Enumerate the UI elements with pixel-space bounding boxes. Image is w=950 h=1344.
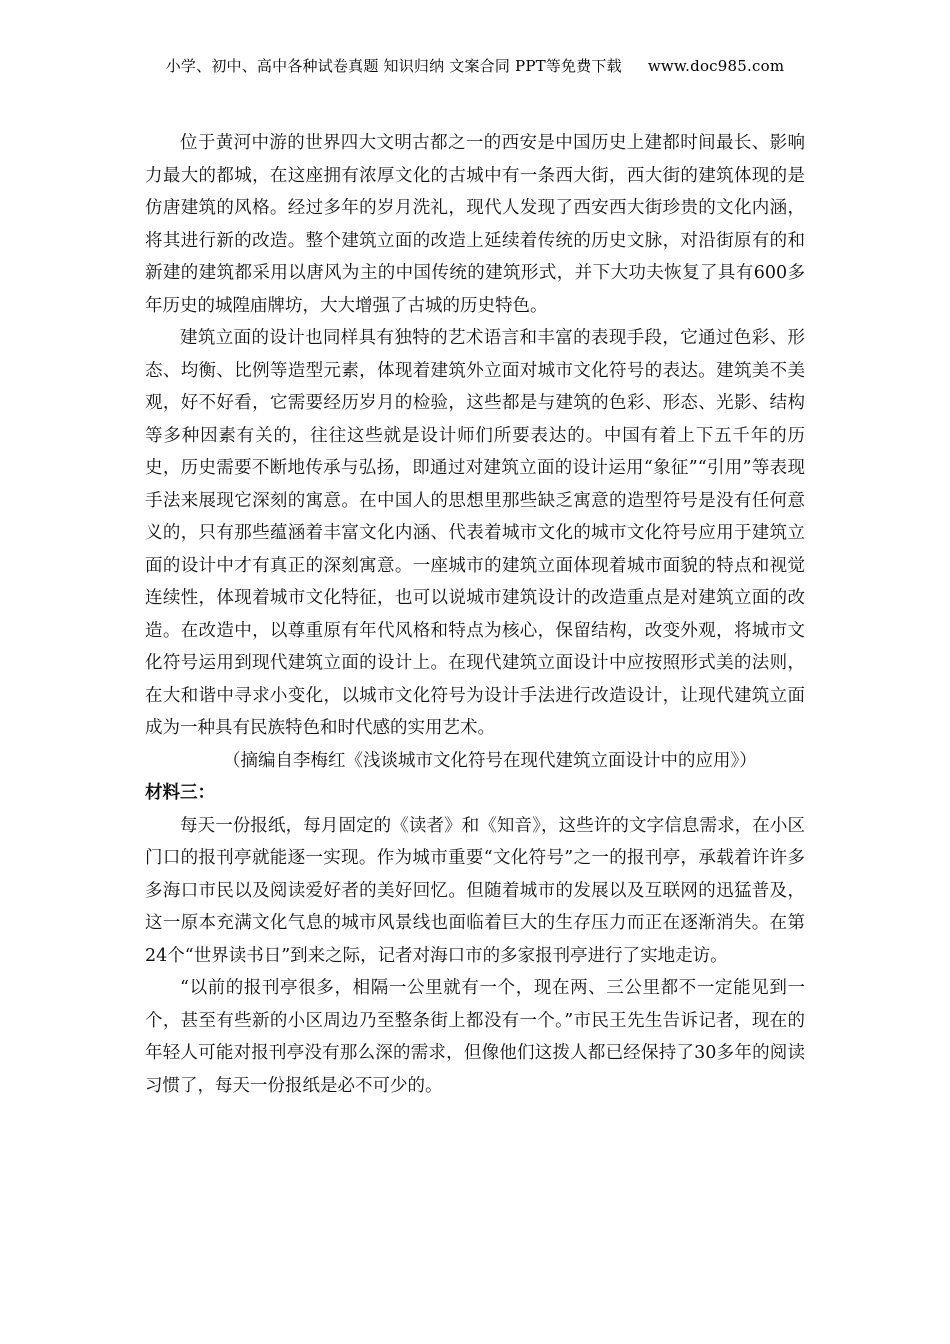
paragraph-3: 每天一份报纸，每月固定的《读者》和《知音》，这些许的文字信息需求，在小区门口的报刊亭就能逐一实现。作为城市重要“文化符号”之一的报刊亭，承载着许许多多海口市民以及阅读爱好者的美好回忆。但随着城市的发展以及互联网的迅猛普及，这一原本充满文化气息的城市风景线也面临着巨大的生存压力而正在逐渐消失。在第24个“世界读书日”到来之际，记者对海口市的多家报刊亭进行了实地走访。	[145, 815, 805, 966]
section-heading: 材料三：	[145, 783, 215, 803]
header-text: 小学、初中、高中各种试卷真题 知识归纳 文案合同 PPT等免费下载	[165, 57, 622, 75]
paragraph-2: 建筑立面的设计也同样具有独特的艺术语言和丰富的表现手段，它通过色彩、形态、均衡、比例等造型元素，体现着建筑外立面对城市文化符号的表达。建筑美不美观，好不好看，它需要经历岁月的检验，这些都是与建筑的色彩、形态、光影、结构等多种因素有关的，往往这些就是设计师们所要表达的。中国有着上下五千年的历史，历史需要不断地传承与弘扬，即通过对建筑立面的设计运用“象征”“引用”等表现手法来展现它深刻的寓意。在中国人的思想里那些缺乏寓意的造型符号是没有任何意义的，只有那些蕴涵着丰富文化内涵、代表着城市文化的城市文化符号应用于建筑立面的设计中才有真正的深刻寓意。一座城市的建筑立面体现着城市面貌的特点和视觉连续性，体现着城市文化特征，也可以说城市建筑设计的改造重点是对建筑立面的改造。在改造中，以尊重原有年代风格和特点为核心，保留结构，改变外观，将城市文化符号运用到现代建筑立面的设计上。在现代建筑立面设计中应按照形式美的法则，在大和谐中寻求小变化，以城市文化符号为设计手法进行改造设计，让现代建筑立面成为一种具有民族特色和时代感的实用艺术。	[145, 328, 805, 738]
paragraph-4: “以前的报刊亭很多，相隔一公里就有一个，现在两、三公里都不一定能见到一个，甚至有些新的小区周边乃至整条街上都没有一个。”市民王先生告诉记者，现在的年轻人可能对报刊亭没有那么深的需求，但像他们这拨人都已经保持了30多年的阅读习惯了，每天一份报纸是必不可少的。	[145, 978, 805, 1096]
paragraph-1: 位于黄河中游的世界四大文明古都之一的西安是中国历史上建都时间最长、影响力最大的都城，在这座拥有浓厚文化的古城中有一条西大街，西大街的建筑体现的是仿唐建筑的风格。经过多年的岁月洗礼，现代人发现了西安西大街珍贵的文化内涵，将其进行新的改造。整个建筑立面的改造上延续着传统的历史文脉，对沿街原有的和新建的建筑都采用以唐风为主的中国传统的建筑形式，并下大功夫恢复了具有600多年历史的城隍庙牌坊，大大增强了古城的历史特色。	[145, 133, 805, 316]
article-body	[145, 127, 805, 1102]
source-note: （摘编自李梅红《浅谈城市文化符号在现代建筑立面设计中的应用》）	[223, 750, 757, 771]
header-url: www.doc985.com	[647, 57, 785, 75]
page-header	[0, 55, 950, 81]
